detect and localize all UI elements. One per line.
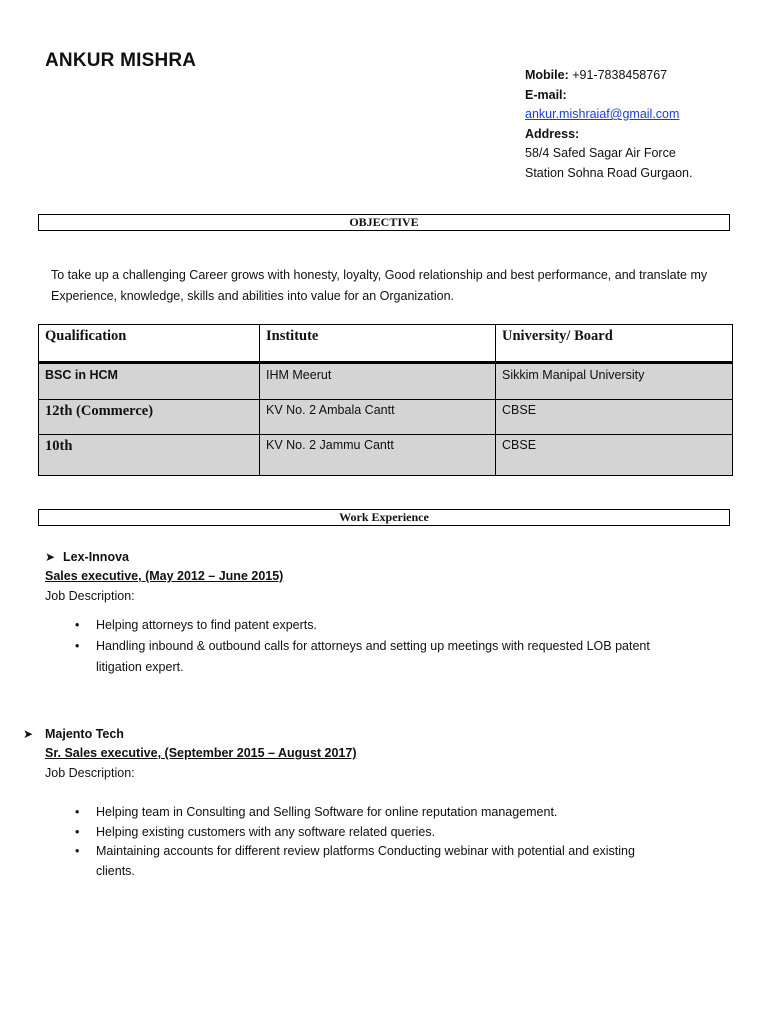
mobile-line (525, 66, 692, 86)
cell-qualification: 10th (39, 435, 260, 476)
bullet-icon: • (75, 824, 80, 839)
objective-heading-bar (38, 214, 730, 231)
cell-institute: KV No. 2 Jammu Cantt (260, 435, 496, 476)
objective-heading: OBJECTIVE (349, 215, 419, 229)
job-1-company (45, 550, 129, 564)
list-item-continued: clients. (96, 863, 135, 878)
cell-qualification: BSC in HCM (39, 363, 260, 400)
company-name: Lex-Innova (63, 550, 129, 564)
bullet-icon: • (75, 618, 80, 632)
table-row (39, 435, 733, 476)
job-1-jd-label: Job Description: (45, 589, 135, 603)
arrow-icon: ➤ (23, 727, 34, 741)
education-table (38, 324, 733, 476)
cell-university: CBSE (496, 400, 733, 435)
table-row (39, 400, 733, 435)
experience-heading-bar (38, 509, 730, 526)
candidate-name: ANKUR MISHRA (45, 50, 197, 71)
mobile-value: +91-7838458767 (568, 68, 668, 82)
arrow-icon: ➤ (45, 550, 56, 564)
list-item-continued: litigation expert. (96, 660, 184, 674)
list-item: • Helping team in Consulting and Selling Software for online reputation management. (45, 803, 735, 823)
cell-university: CBSE (496, 435, 733, 476)
experience-heading: Work Experience (339, 510, 429, 524)
table-header-row (39, 325, 733, 363)
job-2-role: Sr. Sales executive, (September 2015 – August 2017) (45, 746, 357, 760)
cell-institute: IHM Meerut (260, 363, 496, 400)
header-university: University/ Board (496, 325, 733, 363)
bullet-icon: • (75, 805, 80, 819)
bullet-icon: • (75, 844, 80, 858)
cell-institute: KV No. 2 Ambala Cantt (260, 400, 496, 435)
contact-block (525, 66, 692, 183)
job-2-jd-label: Job Description: (45, 766, 135, 780)
header-qualification: Qualification (39, 325, 260, 363)
bullet-icon: • (75, 639, 80, 653)
email-link[interactable]: ankur.mishraiaf@gmail.com (525, 107, 680, 121)
mobile-label: Mobile: (525, 68, 569, 82)
job-1-role: Sales executive, (May 2012 – June 2015) (45, 569, 284, 583)
header-institute: Institute (260, 325, 496, 363)
cell-qualification: 12th (Commerce) (39, 400, 260, 435)
address-line-2: Station Sohna Road Gurgaon. (525, 165, 693, 180)
company-name: Majento Tech (45, 727, 124, 741)
table-row (39, 363, 733, 400)
list-item: • Helping existing customers with any software related queries. (45, 823, 735, 843)
list-item: • Maintaining accounts for different review platforms Conducting webinar with potential and existing (45, 842, 735, 862)
address-label: Address: (525, 126, 580, 141)
address-line-1: 58/4 Safed Sagar Air Force (525, 146, 676, 160)
list-item: • Helping attorneys to find patent experts. (45, 615, 735, 636)
job-2-bullets (45, 803, 735, 881)
objective-text: To take up a challenging Career grows with honesty, loyalty, Good relationship and best performance, and translate my Experience, knowledge, skills and abilities into value for an Organization. (51, 268, 708, 303)
list-item: • Handling inbound & outbound calls for attorneys and setting up meetings with requested LOB patent (45, 636, 735, 657)
job-1-bullets (45, 615, 735, 678)
job-2-company (23, 727, 124, 741)
cell-university: Sikkim Manipal University (496, 363, 733, 400)
email-label: E-mail: (525, 87, 567, 102)
